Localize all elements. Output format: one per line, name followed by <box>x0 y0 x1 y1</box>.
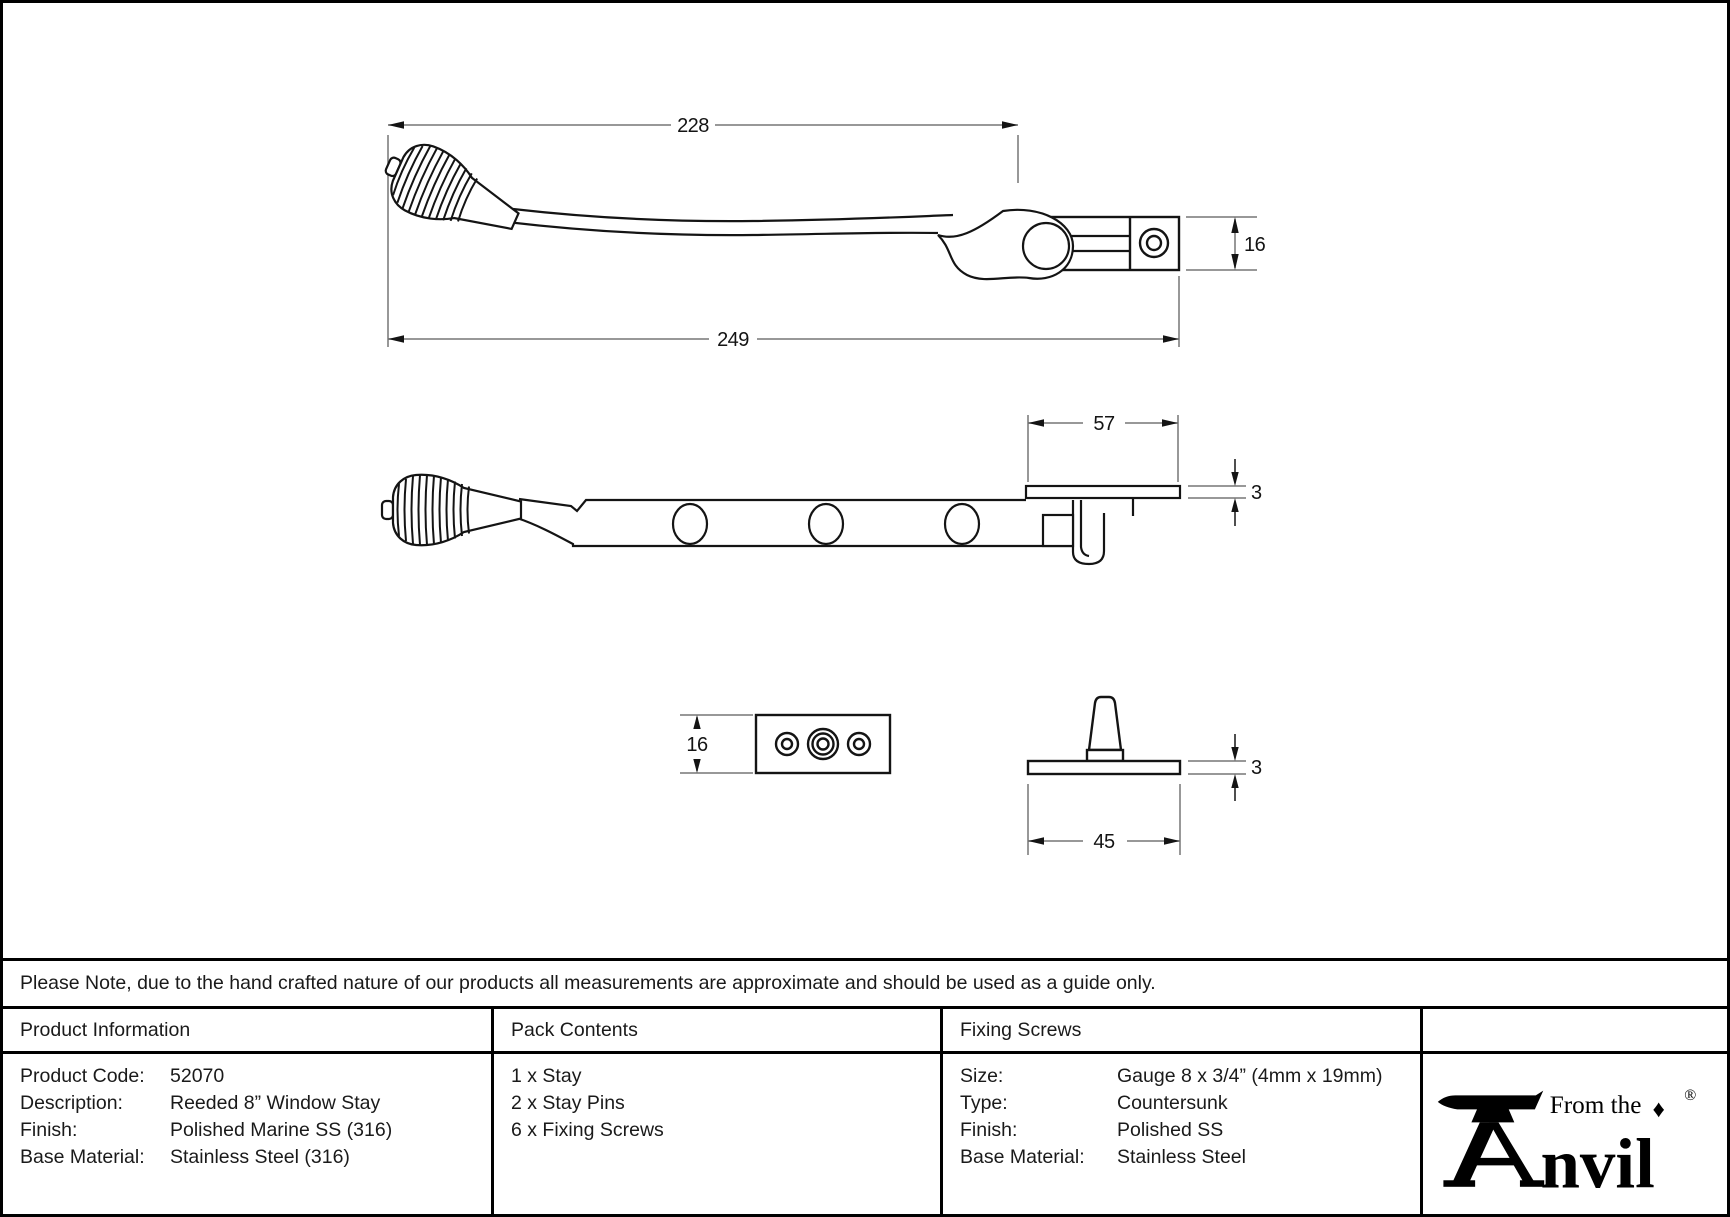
reeded-handle-side <box>374 132 530 253</box>
pin-plate <box>1028 761 1180 774</box>
pack-item: 2 x Stay Pins <box>511 1092 625 1114</box>
field-label: Base Material: <box>20 1146 145 1168</box>
dim-label-16-keep: 16 <box>686 734 708 756</box>
dim-label-228: 228 <box>677 115 709 137</box>
reeded-handle-plan <box>382 475 521 545</box>
product-info-table <box>3 1006 1727 1214</box>
pack-item: 6 x Fixing Screws <box>511 1119 664 1141</box>
pack-item: 1 x Stay <box>511 1065 582 1087</box>
field-value: Polished SS <box>1117 1119 1224 1141</box>
field-label: Description: <box>20 1092 123 1114</box>
stay-side-view <box>374 132 1179 279</box>
logo-word: nvil <box>1540 1125 1655 1204</box>
measurement-note-text: Please Note, due to the hand crafted nature of our products all measurements are approximate and should be used as a guide only. <box>20 972 1156 994</box>
logo-from-the: From the <box>1549 1092 1642 1120</box>
dim-label-3-pin: 3 <box>1251 757 1262 779</box>
header-fixing-screws: Fixing Screws <box>943 1009 1423 1054</box>
product-information-cell <box>3 1054 494 1214</box>
field-label: Base Material: <box>960 1146 1085 1168</box>
measurement-note-row <box>3 958 1727 1006</box>
field-value: Stainless Steel <box>1117 1146 1246 1168</box>
from-the-anvil-logo <box>1425 1072 1725 1212</box>
header-logo-spacer <box>1423 1009 1727 1054</box>
keep-plate-view <box>756 715 890 773</box>
catch-plate-side <box>1026 486 1180 498</box>
brand-logo-cell <box>1423 1054 1727 1214</box>
field-value: Countersunk <box>1117 1092 1228 1114</box>
field-label: Type: <box>960 1092 1008 1114</box>
header-product-information: Product Information <box>3 1009 494 1054</box>
field-value: Reeded 8” Window Stay <box>170 1092 381 1114</box>
technical-drawing <box>3 3 1730 955</box>
fixing-screws-row <box>960 1063 1420 1171</box>
fixing-screws-cell <box>943 1054 1423 1214</box>
header-pack-contents: Pack Contents <box>494 1009 943 1054</box>
stay-hole <box>673 504 707 544</box>
stay-pin-view <box>1028 697 1180 774</box>
field-label: Product Code: <box>20 1065 145 1087</box>
field-value: Stainless Steel (316) <box>170 1146 350 1168</box>
field-value: Gauge 8 x 3/4” (4mm x 19mm) <box>1117 1065 1383 1087</box>
pack-contents-cell <box>494 1054 943 1214</box>
dim-label-249: 249 <box>717 329 749 351</box>
stay-hole <box>945 504 979 544</box>
dim-label-16-bracket: 16 <box>1244 234 1266 256</box>
field-value: Polished Marine SS (316) <box>170 1119 393 1141</box>
logo-registered: ® <box>1684 1087 1697 1104</box>
dim-label-3-catch: 3 <box>1251 482 1262 504</box>
dim-label-45: 45 <box>1093 831 1115 853</box>
field-label: Size: <box>960 1065 1004 1087</box>
product-info-row <box>20 1063 491 1171</box>
stay-hole <box>809 504 843 544</box>
field-label: Finish: <box>20 1119 78 1141</box>
anvil-icon <box>1438 1091 1544 1187</box>
field-label: Finish: <box>960 1119 1018 1141</box>
pin-cone <box>1089 697 1121 750</box>
field-value: 52070 <box>170 1065 225 1087</box>
dim-label-57: 57 <box>1093 413 1115 435</box>
stay-plan-view <box>382 475 1180 564</box>
logo-diamond: ♦ <box>1652 1095 1665 1123</box>
